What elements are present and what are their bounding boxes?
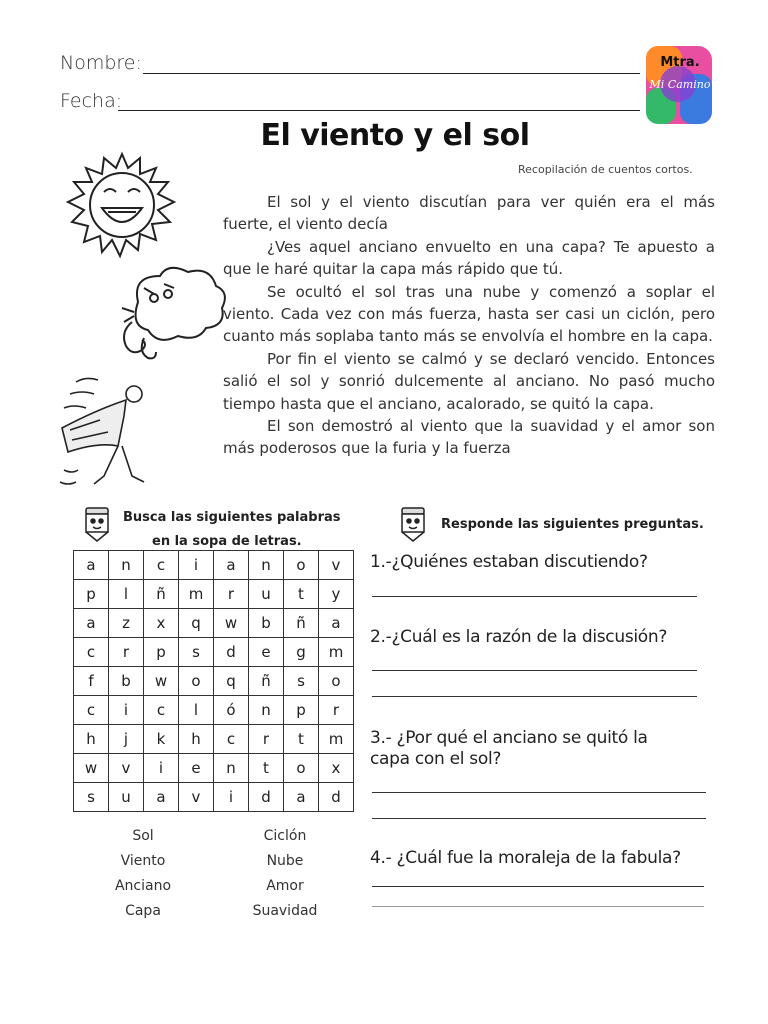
grid-row bbox=[74, 783, 354, 812]
word-item: Amor bbox=[266, 878, 304, 894]
grid-cell[interactable]: p bbox=[144, 638, 179, 667]
grid-cell[interactable]: e bbox=[179, 754, 214, 783]
grid-cell[interactable]: ñ bbox=[249, 667, 284, 696]
grid-cell[interactable]: ó bbox=[214, 696, 249, 725]
grid-cell[interactable]: x bbox=[319, 754, 354, 783]
grid-cell[interactable]: m bbox=[179, 580, 214, 609]
grid-cell[interactable]: o bbox=[284, 754, 319, 783]
grid-cell[interactable]: w bbox=[214, 609, 249, 638]
grid-cell[interactable]: o bbox=[284, 551, 319, 580]
grid-cell[interactable]: a bbox=[144, 783, 179, 812]
grid-cell[interactable]: v bbox=[319, 551, 354, 580]
date-label: Fecha: bbox=[60, 90, 123, 112]
grid-cell[interactable]: m bbox=[319, 725, 354, 754]
grid-cell[interactable]: o bbox=[179, 667, 214, 696]
grid-cell[interactable]: n bbox=[214, 754, 249, 783]
answer-line[interactable] bbox=[372, 696, 697, 697]
grid-cell[interactable]: h bbox=[179, 725, 214, 754]
grid-cell[interactable]: x bbox=[144, 609, 179, 638]
grid-cell[interactable]: j bbox=[109, 725, 144, 754]
grid-cell[interactable]: v bbox=[179, 783, 214, 812]
grid-cell[interactable]: c bbox=[144, 551, 179, 580]
grid-cell[interactable]: i bbox=[214, 783, 249, 812]
grid-cell[interactable]: n bbox=[109, 551, 144, 580]
grid-cell[interactable]: s bbox=[284, 667, 319, 696]
grid-cell[interactable]: f bbox=[74, 667, 109, 696]
word-item: Nube bbox=[266, 853, 304, 869]
question-1: 1.-¿Quiénes estaban discutiendo? bbox=[370, 552, 648, 572]
question-2: 2.-¿Cuál es la razón de la discusión? bbox=[370, 627, 668, 647]
grid-cell[interactable]: c bbox=[74, 696, 109, 725]
grid-cell[interactable]: s bbox=[179, 638, 214, 667]
grid-cell[interactable]: v bbox=[109, 754, 144, 783]
grid-row bbox=[74, 754, 354, 783]
grid-cell[interactable]: c bbox=[214, 725, 249, 754]
page-subtitle: Recopilación de cuentos cortos. bbox=[518, 163, 693, 176]
grid-cell[interactable]: p bbox=[74, 580, 109, 609]
grid-cell[interactable]: a bbox=[74, 609, 109, 638]
question-4: 4.- ¿Cuál fue la moraleja de la fabula? bbox=[370, 848, 681, 868]
grid-cell[interactable]: q bbox=[214, 667, 249, 696]
wordsearch-grid bbox=[73, 550, 354, 812]
pencil-icon bbox=[398, 506, 428, 546]
grid-cell[interactable]: t bbox=[284, 580, 319, 609]
grid-cell[interactable]: ñ bbox=[144, 580, 179, 609]
questions-heading: Responde las siguientes preguntas. bbox=[441, 517, 704, 532]
grid-cell[interactable]: a bbox=[74, 551, 109, 580]
grid-cell[interactable]: a bbox=[319, 609, 354, 638]
story-paragraph: Se ocultó el sol tras una nube y comenzó a soplar el viento. Cada vez con más fuerza, hasta ser casi un ciclón, pero cuanto más soplaba tanto más se envolvía el hombre en la capa. bbox=[223, 282, 715, 346]
story-paragraph: Por fin el viento se calmó y se declaró vencido. Entonces salió el sol y sonrió dulcemente al anciano. No pasó mucho tiempo hasta que el anciano, acalorado, se quitó la capa. bbox=[223, 349, 715, 413]
answer-line[interactable] bbox=[372, 818, 706, 819]
answer-line[interactable] bbox=[372, 596, 697, 597]
grid-row bbox=[74, 725, 354, 754]
logo-text-2: Mi Camino bbox=[649, 78, 711, 91]
date-field[interactable] bbox=[118, 92, 640, 111]
grid-row bbox=[74, 696, 354, 725]
grid-cell[interactable]: r bbox=[319, 696, 354, 725]
grid-row bbox=[74, 667, 354, 696]
story-paragraph: ¿Ves aquel anciano envuelto en una capa? Te apuesto a que le haré quitar la capa más rápido que tú. bbox=[223, 237, 715, 279]
word-item: Viento bbox=[120, 853, 166, 869]
question-3: 3.- ¿Por qué el anciano se quitó la capa con el sol? bbox=[370, 728, 648, 769]
grid-cell[interactable]: c bbox=[144, 696, 179, 725]
grid-cell[interactable]: o bbox=[319, 667, 354, 696]
grid-cell[interactable]: b bbox=[249, 609, 284, 638]
grid-cell[interactable]: a bbox=[284, 783, 319, 812]
grid-cell[interactable]: n bbox=[249, 551, 284, 580]
grid-cell[interactable]: c bbox=[74, 638, 109, 667]
grid-cell[interactable]: u bbox=[249, 580, 284, 609]
grid-cell[interactable]: d bbox=[249, 783, 284, 812]
grid-row bbox=[74, 551, 354, 580]
grid-cell[interactable]: ñ bbox=[284, 609, 319, 638]
grid-cell[interactable]: i bbox=[144, 754, 179, 783]
grid-cell[interactable]: g bbox=[284, 638, 319, 667]
grid-cell[interactable]: i bbox=[109, 696, 144, 725]
name-field[interactable] bbox=[143, 55, 640, 74]
story-paragraph: El son demostró al viento que la suavidad y el amor son más poderosos que la furia y la fuerza bbox=[223, 417, 715, 458]
grid-cell[interactable]: u bbox=[109, 783, 144, 812]
grid-cell[interactable]: h bbox=[74, 725, 109, 754]
grid-cell[interactable]: r bbox=[214, 580, 249, 609]
word-item: Ciclón bbox=[263, 828, 307, 844]
grid-cell[interactable]: m bbox=[319, 638, 354, 667]
word-item: Suavidad bbox=[252, 903, 318, 919]
old-man-illustration bbox=[56, 370, 166, 504]
grid-cell[interactable]: r bbox=[249, 725, 284, 754]
grid-row bbox=[74, 638, 354, 667]
grid-cell[interactable]: i bbox=[179, 551, 214, 580]
word-item: Anciano bbox=[114, 878, 172, 894]
grid-cell[interactable]: n bbox=[249, 696, 284, 725]
grid-cell[interactable]: k bbox=[144, 725, 179, 754]
answer-line[interactable] bbox=[372, 906, 704, 907]
grid-cell[interactable]: a bbox=[214, 551, 249, 580]
grid-cell[interactable]: w bbox=[74, 754, 109, 783]
grid-cell[interactable]: d bbox=[214, 638, 249, 667]
grid-cell[interactable]: w bbox=[144, 667, 179, 696]
word-item: Sol bbox=[132, 828, 154, 844]
grid-cell[interactable]: s bbox=[74, 783, 109, 812]
grid-cell[interactable]: l bbox=[179, 696, 214, 725]
wordsearch-heading-line1: Busca las siguientes palabras bbox=[123, 510, 341, 525]
word-item: Capa bbox=[125, 903, 161, 919]
name-label: Nombre: bbox=[60, 52, 142, 74]
teacher-logo bbox=[640, 44, 716, 126]
grid-cell[interactable]: e bbox=[249, 638, 284, 667]
grid-cell[interactable]: p bbox=[284, 696, 319, 725]
grid-cell[interactable]: t bbox=[284, 725, 319, 754]
grid-cell[interactable]: y bbox=[319, 580, 354, 609]
answer-line[interactable] bbox=[372, 670, 697, 671]
story-paragraph: El sol y el viento discutían para ver quién era el más fuerte, el viento decía bbox=[223, 193, 715, 234]
grid-cell[interactable]: l bbox=[109, 580, 144, 609]
page-title: El viento y el sol bbox=[260, 118, 530, 153]
answer-line[interactable] bbox=[372, 792, 706, 793]
wordsearch-heading-line2: en la sopa de letras. bbox=[152, 534, 302, 549]
grid-cell[interactable]: q bbox=[179, 609, 214, 638]
grid-row bbox=[74, 609, 354, 638]
sun-illustration bbox=[64, 150, 180, 266]
answer-line[interactable] bbox=[372, 886, 704, 887]
grid-cell[interactable]: t bbox=[249, 754, 284, 783]
wind-cloud-illustration bbox=[104, 262, 226, 376]
pencil-icon bbox=[82, 506, 112, 546]
story-text bbox=[223, 191, 715, 460]
grid-cell[interactable]: z bbox=[109, 609, 144, 638]
grid-cell[interactable]: r bbox=[109, 638, 144, 667]
grid-row bbox=[74, 580, 354, 609]
logo-text-1: Mtra. bbox=[660, 55, 700, 70]
grid-cell[interactable]: d bbox=[319, 783, 354, 812]
grid-cell[interactable]: b bbox=[109, 667, 144, 696]
